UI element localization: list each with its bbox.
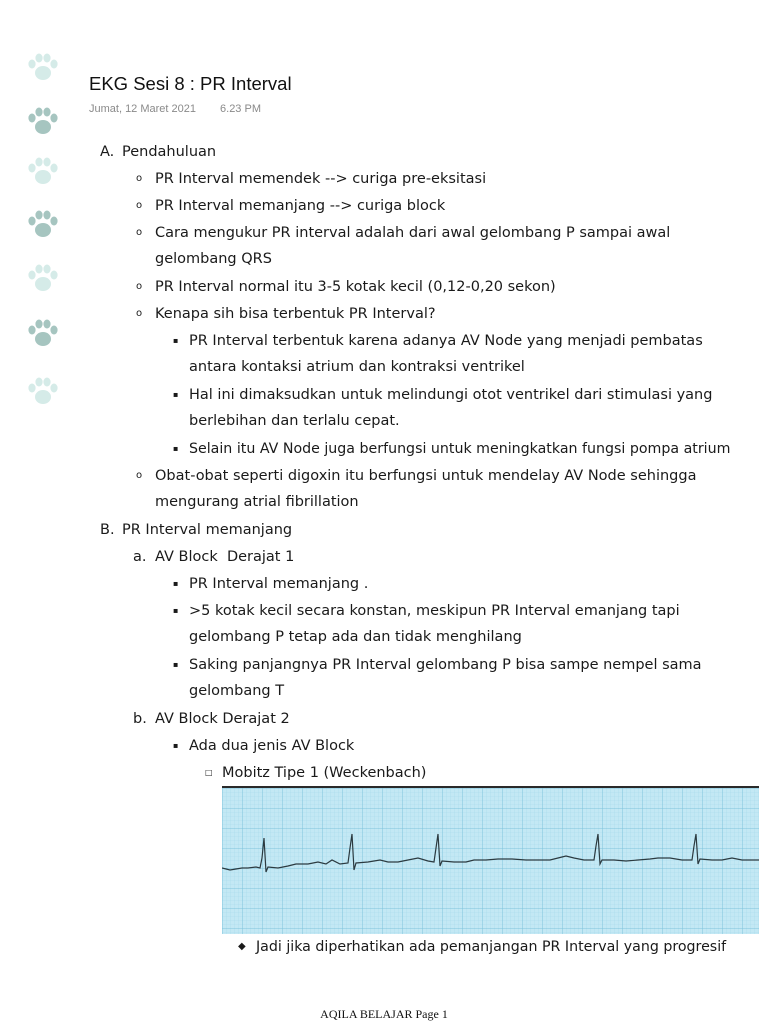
- sub-sub-sub-list-item: Jadi jika diperhatikan ada pemanjangan PR Interval yang progresif: [256, 939, 727, 955]
- section-b-marker: B.: [100, 522, 115, 538]
- paw-print-icon: [26, 156, 60, 188]
- paw-print-icon: [26, 209, 60, 241]
- list-item-continuation: gelombang QRS: [155, 251, 272, 267]
- sub-list-item: Ada dua jenis AV Block: [189, 738, 355, 754]
- hollow-square-bullet: □: [205, 768, 213, 777]
- list-item: PR Interval normal itu 3-5 kotak kecil (0,12-0,20 sekon): [155, 279, 556, 295]
- paw-print-icon: [26, 52, 60, 84]
- sub-list-item: Saking panjangnya PR Interval gelombang P bisa sampe nempel sama: [189, 657, 702, 673]
- sub-list-item-continuation: berlebihan dan terlalu cepat.: [189, 413, 400, 429]
- circle-bullet: o: [136, 470, 143, 481]
- sub-list-item: >5 kotak kecil secara konstan, meskipun PR Interval emanjang tapi: [189, 603, 680, 619]
- circle-bullet: o: [136, 200, 143, 211]
- square-bullet: ▪: [173, 579, 179, 588]
- square-bullet: ▪: [173, 444, 179, 453]
- sub-list-item: Selain itu AV Node juga berfungsi untuk meningkatkan fungsi pompa atrium: [189, 441, 731, 457]
- paw-print-icon: [26, 376, 60, 408]
- subsection-b-heading: AV Block Derajat 2: [155, 711, 290, 727]
- circle-bullet: o: [136, 227, 143, 238]
- paw-print-icon: [26, 263, 60, 295]
- sub-list-item: PR Interval memanjang .: [189, 576, 369, 592]
- subsection-a-heading: AV Block Derajat 1: [155, 549, 295, 565]
- list-item: Obat-obat seperti digoxin itu berfungsi untuk mendelay AV Node sehingga: [155, 468, 697, 484]
- section-b-heading: PR Interval memanjang: [122, 522, 293, 538]
- square-bullet: ▪: [173, 606, 179, 615]
- list-item: PR Interval memanjang --> curiga block: [155, 198, 446, 214]
- note-title: EKG Sesi 8 : PR Interval: [89, 73, 292, 94]
- paw-print-icon: [26, 106, 60, 138]
- note-meta: [89, 103, 261, 115]
- note-time: 6.23 PM: [220, 103, 261, 115]
- sub-list-item-continuation: antara kontaksi atrium dan kontraksi ventrikel: [189, 359, 525, 375]
- square-bullet: ▪: [173, 390, 179, 399]
- note-date: Jumat, 12 Maret 2021: [89, 103, 197, 115]
- sub-list-item-continuation: gelombang T: [189, 683, 285, 699]
- section-a-heading: Pendahuluan: [122, 144, 217, 160]
- square-bullet: ▪: [173, 336, 179, 345]
- ekg-strip-image: [222, 786, 759, 934]
- sub-list-item-continuation: gelombang P tetap ada dan tidak menghilang: [189, 629, 522, 645]
- section-a-marker: A.: [100, 144, 115, 160]
- sub-sub-list-item: Mobitz Tipe 1 (Weckenbach): [222, 765, 427, 781]
- square-bullet: ▪: [173, 741, 179, 750]
- sub-list-item: Hal ini dimaksudkan untuk melindungi otot ventrikel dari stimulasi yang: [189, 387, 713, 403]
- square-bullet: ▪: [173, 660, 179, 669]
- sub-list-item: PR Interval terbentuk karena adanya AV Node yang menjadi pembatas: [189, 333, 703, 349]
- paw-print-icon: [26, 318, 60, 350]
- page-footer: AQILA BELAJAR Page 1: [320, 1007, 448, 1021]
- circle-bullet: o: [136, 308, 143, 319]
- subsection-a-marker: a.: [133, 549, 147, 565]
- circle-bullet: o: [136, 281, 143, 292]
- ekg-strip-graphic: [222, 788, 759, 934]
- list-item: PR Interval memendek --> curiga pre-eksitasi: [155, 171, 487, 187]
- list-item-continuation: mengurang atrial fibrillation: [155, 494, 359, 510]
- diamond-bullet: ◆: [238, 941, 246, 952]
- list-item: Kenapa sih bisa terbentuk PR Interval?: [155, 306, 436, 322]
- subsection-b-marker: b.: [133, 711, 147, 727]
- circle-bullet: o: [136, 173, 143, 184]
- list-item: Cara mengukur PR interval adalah dari awal gelombang P sampai awal: [155, 225, 671, 241]
